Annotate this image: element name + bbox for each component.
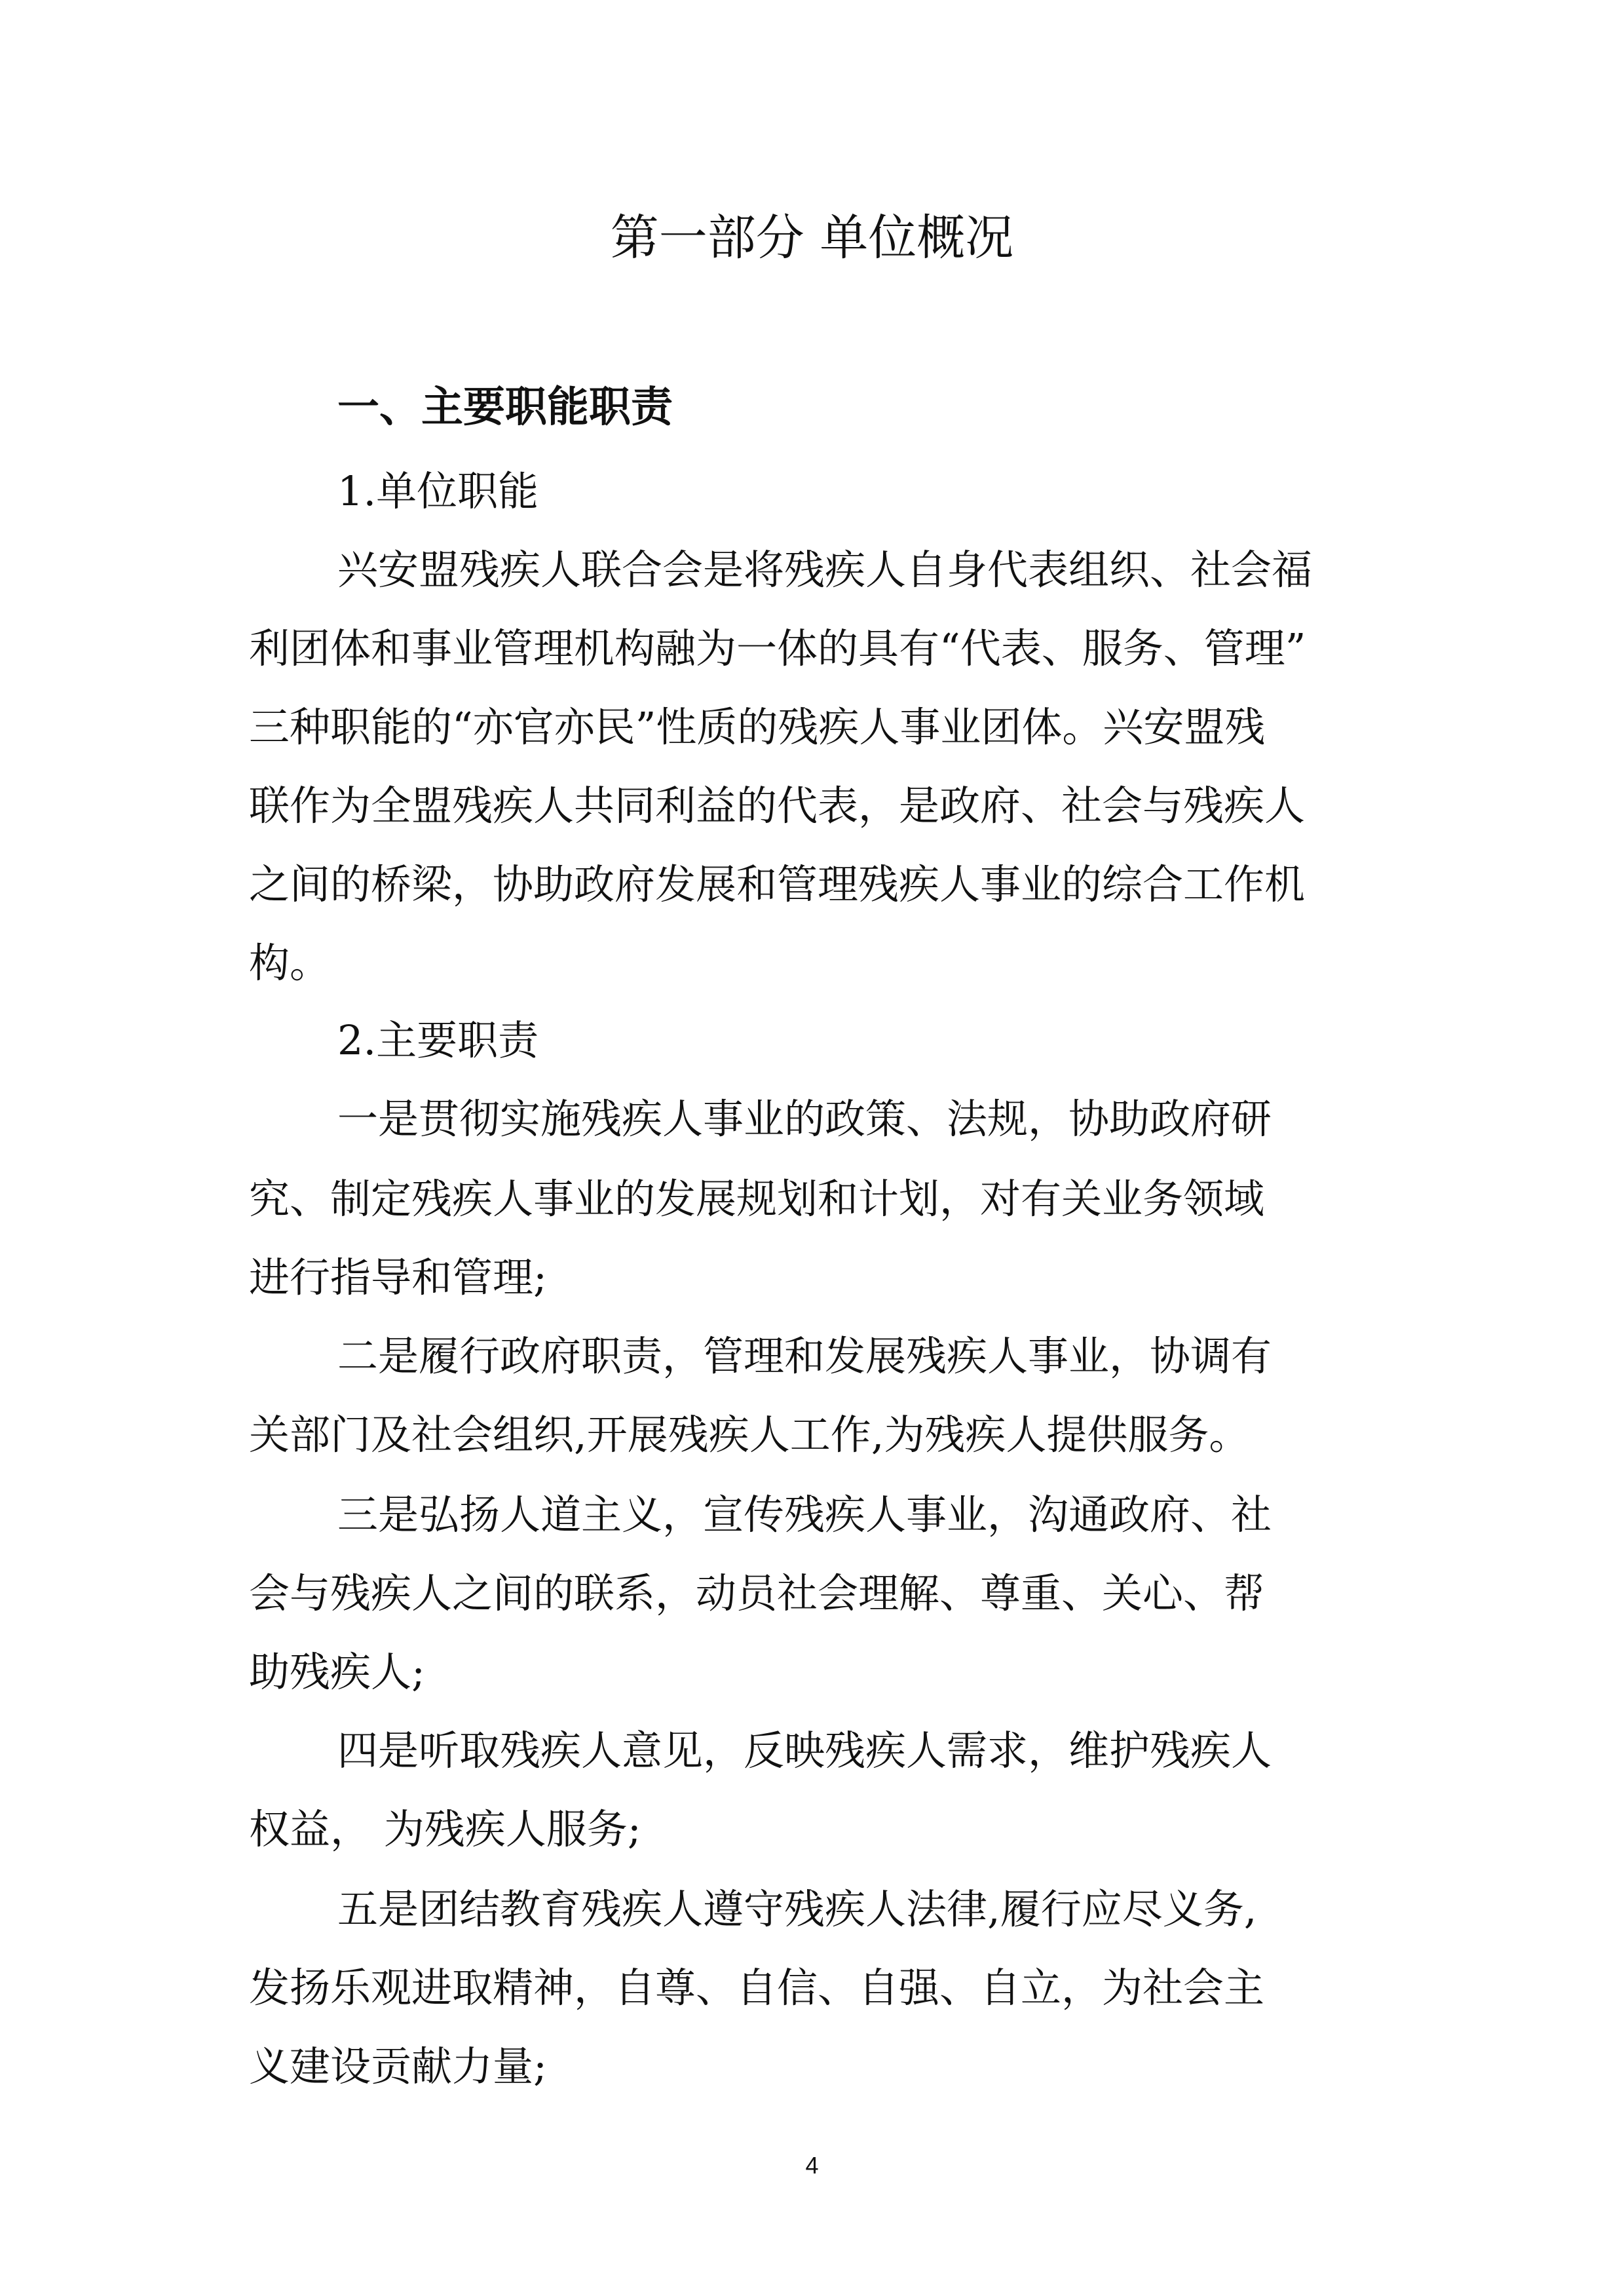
paragraph-line: 助残疾人; bbox=[249, 1648, 425, 1696]
paragraph-line: 三种职能的“亦官亦民”性质的残疾人事业团体。兴安盟残 bbox=[249, 703, 1266, 751]
section-heading: 一、主要职能职责 bbox=[337, 383, 673, 432]
page-number: 4 bbox=[805, 2152, 819, 2179]
paragraph-line: 联作为全盟残疾人共同利益的代表，是政府、社会与残疾人 bbox=[249, 782, 1306, 830]
subheading-unit-function: 1.单位职能 bbox=[337, 467, 539, 515]
paragraph-line: 发扬乐观进取精神，自尊、自信、自强、自立，为社会主 bbox=[249, 1964, 1265, 2012]
paragraph-line: 会与残疾人之间的联系，动员社会理解、尊重、关心、帮 bbox=[249, 1569, 1265, 1617]
paragraph-line: 究、制定残疾人事业的发展规划和计划，对有关业务领域 bbox=[249, 1175, 1265, 1223]
paragraph-line: 兴安盟残疾人联合会是将残疾人自身代表组织、社会福 bbox=[337, 546, 1313, 594]
paragraph-line: 四是听取残疾人意见，反映残疾人需求，维护残疾人 bbox=[337, 1727, 1272, 1774]
paragraph-line: 关部门及社会组织,开展残疾人工作,为残疾人提供服务。 bbox=[249, 1411, 1250, 1459]
paragraph-line: 三是弘扬人道主义，宣传残疾人事业，沟通政府、社 bbox=[337, 1491, 1272, 1539]
paragraph-line: 进行指导和管理; bbox=[249, 1253, 547, 1301]
paragraph-line: 之间的桥梁，协助政府发展和管理残疾人事业的综合工作机 bbox=[249, 860, 1306, 908]
paragraph-line: 义建设贡献力量; bbox=[249, 2042, 547, 2090]
paragraph-line: 二是履行政府职责，管理和发展残疾人事业，协调有 bbox=[337, 1332, 1272, 1380]
paragraph-line: 利团体和事业管理机构融为一体的具有“代表、服务、管理” bbox=[249, 624, 1306, 672]
page-title: 第一部分 单位概况 bbox=[610, 210, 1014, 266]
paragraph-line: 权益， 为残疾人服务; bbox=[249, 1805, 641, 1853]
subheading-main-duties: 2.主要职责 bbox=[337, 1016, 539, 1064]
paragraph-line: 构。 bbox=[249, 939, 331, 987]
paragraph-line: 五是团结教育残疾人遵守残疾人法律,履行应尽义务, bbox=[337, 1885, 1257, 1933]
paragraph-line: 一是贯彻实施残疾人事业的政策、法规，协助政府研 bbox=[337, 1095, 1272, 1143]
